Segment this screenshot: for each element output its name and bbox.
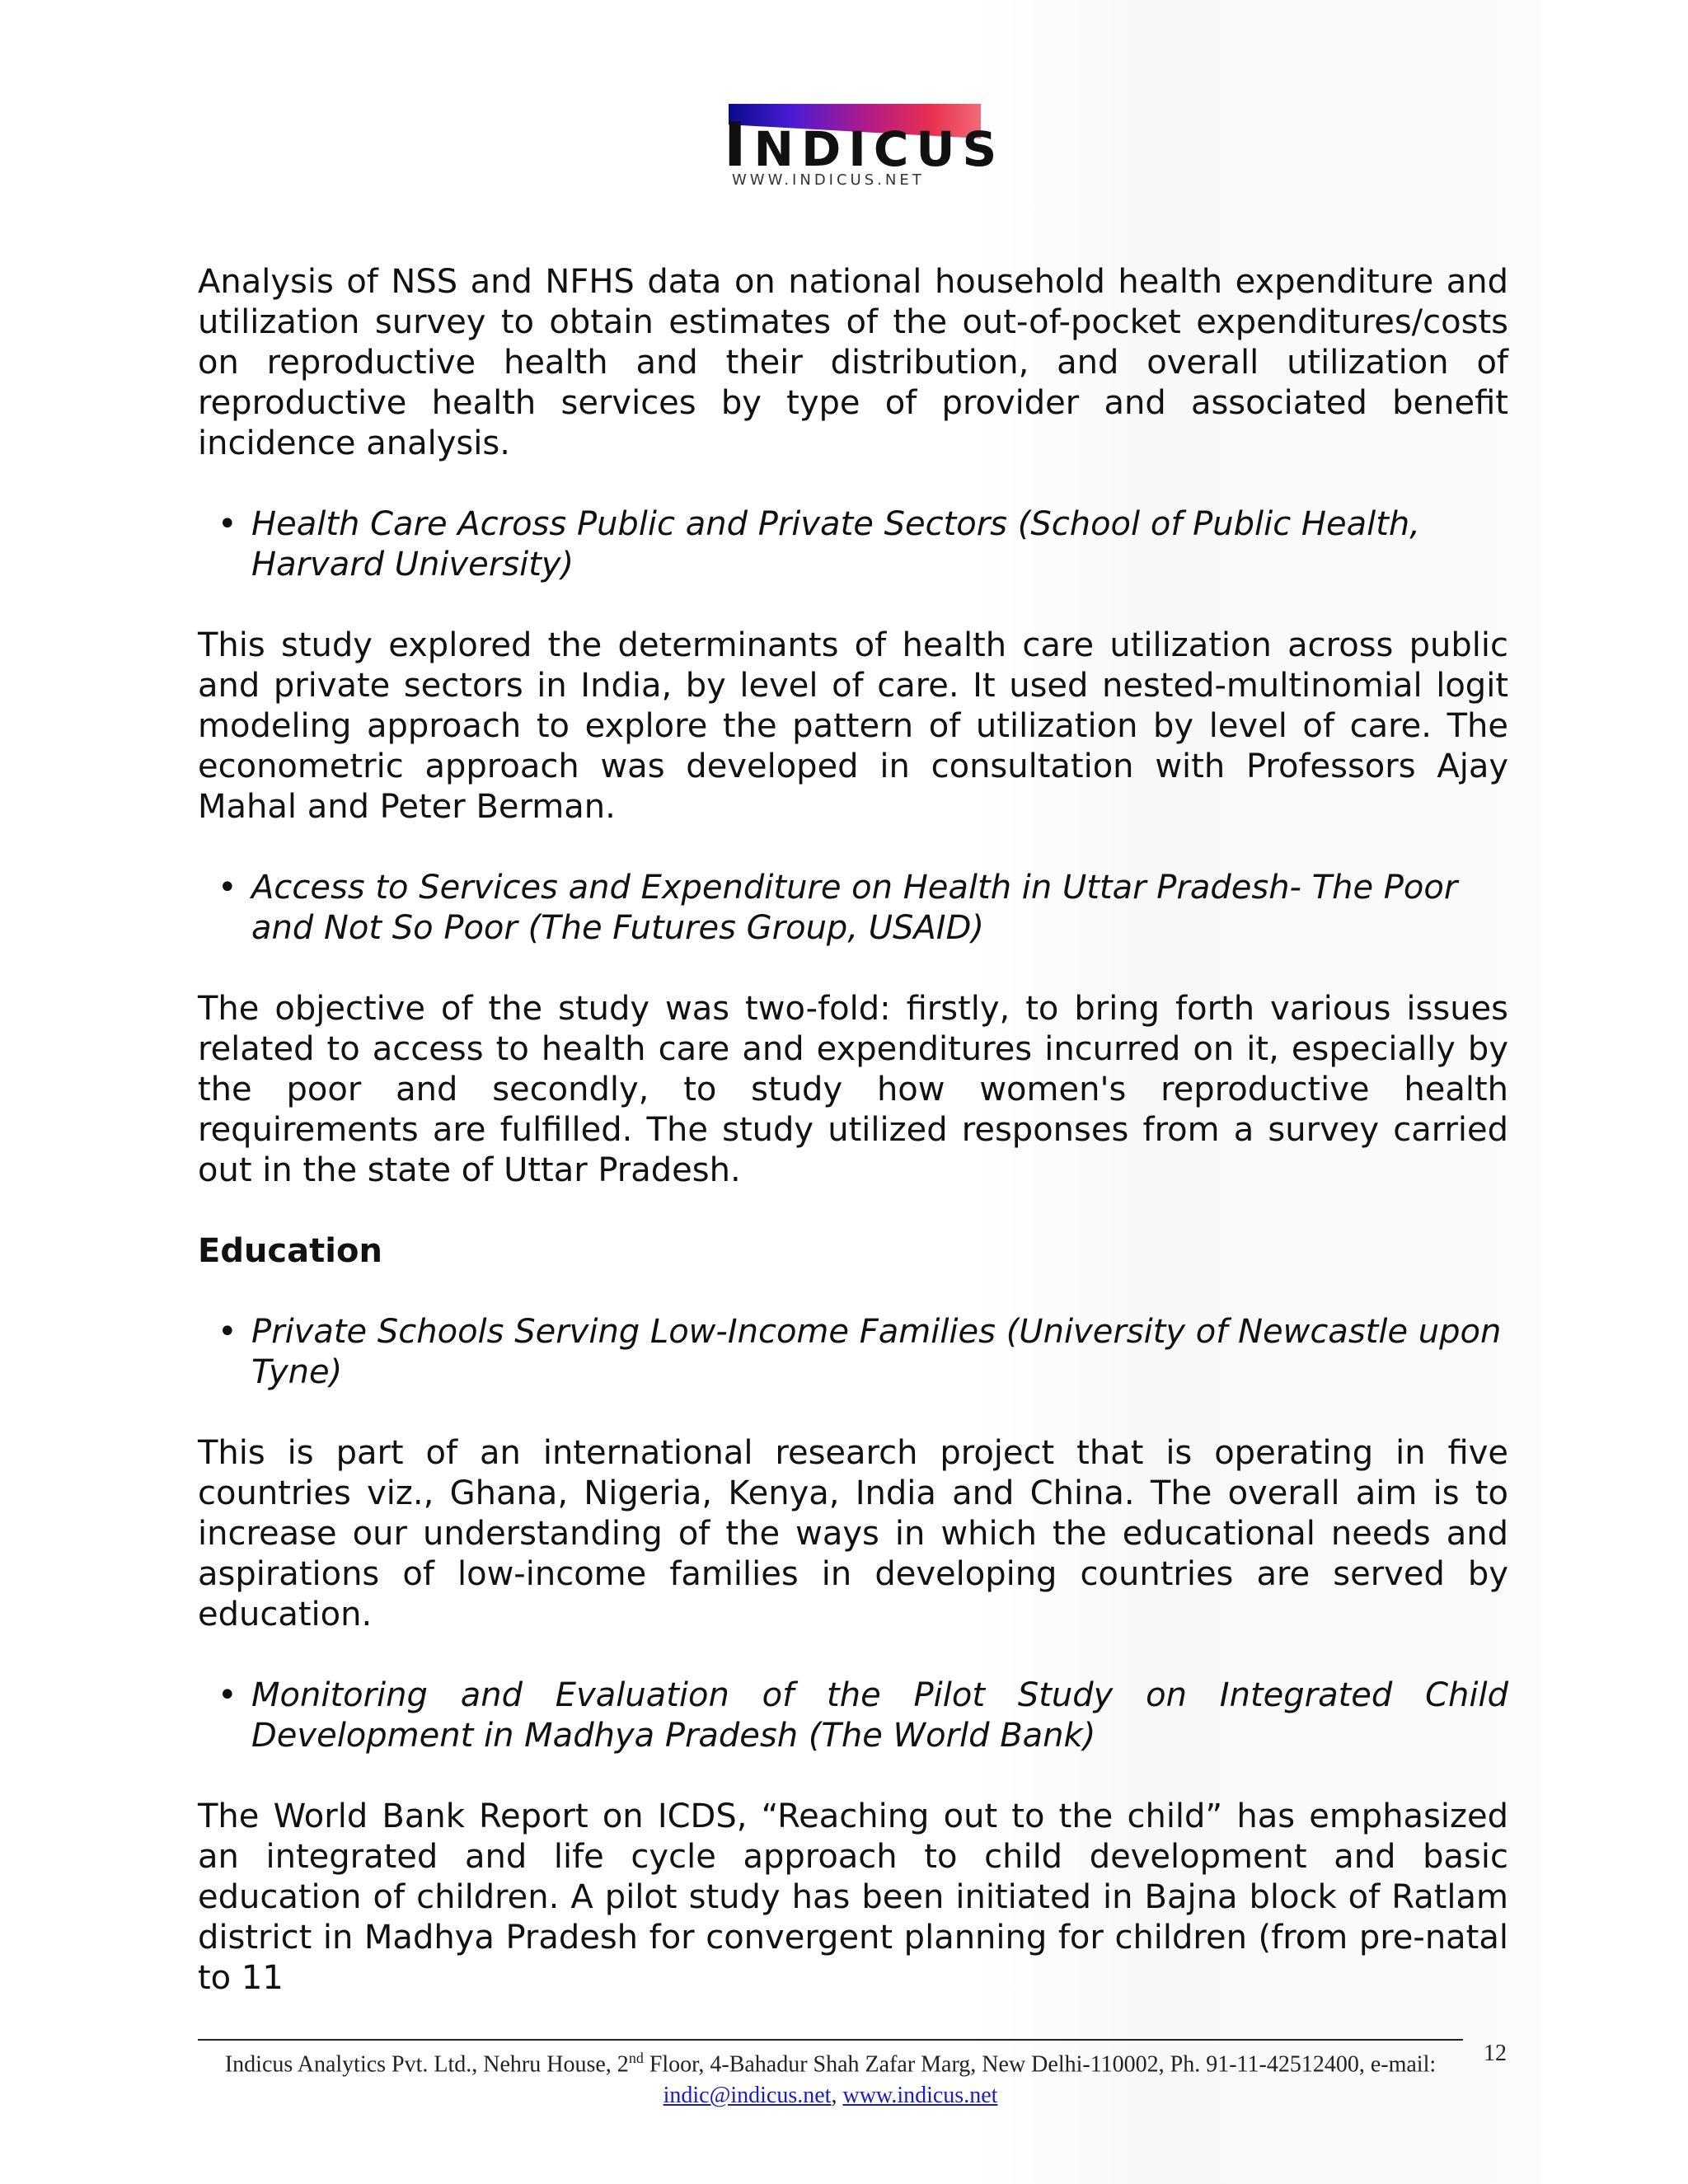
section-heading-education: Education [198, 1232, 382, 1270]
document-body [198, 262, 1508, 1999]
page-number: 12 [1484, 2041, 1507, 2066]
bullet-icon: • [218, 1313, 237, 1351]
bullet-item-health-care-sectors: • Health Care Across Public and Private Sectors (School of Public Health, Harvard University) [218, 505, 1420, 583]
footer-email-link[interactable]: indic@indicus.net [663, 2083, 832, 2109]
paragraph-determinants: This study explored the determinants of health care utilization across public and private sectors in India, by level of care. It used nested-multinomial logit modeling approach to explore the pattern of utilization by level of care. The econometric approach was developed in consultation with Professors Ajay Mahal and Peter Berman. [198, 626, 1508, 826]
bullet-item-uttar-pradesh: • Access to Services and Expenditure on Health in Uttar Pradesh- The Poor and Not So Poor (The Futures Group, USAID) [218, 869, 1458, 947]
indicus-logo [724, 104, 1005, 194]
bullet-item-private-schools: • Private Schools Serving Low-Income Families (University of Newcastle upon Tyne) [218, 1313, 1502, 1391]
footer-address: Indicus Analytics Pvt. Ltd., Nehru House, 2nd Floor, 4-Bahadur Shah Zafar Marg, New Delhi-110002, Ph. 91-11-42512400, e-mail: indic@indicus.net, www.indicus.net [224, 2050, 1437, 2109]
paragraph-international-project: This is part of an international research project that is operating in five countries viz., Ghana, Nigeria, Kenya, India and China. The overall aim is to increase our understanding of the ways in which the educational needs and aspirations of low-income families in developing countries are served by education. [198, 1434, 1508, 1633]
logo-url: WWW.INDICUS.NET [732, 171, 925, 189]
paragraph-nss-nfhs: Analysis of NSS and NFHS data on national household health expenditure and utilization survey to obtain estimates of the out-of-pocket expenditures/costs on reproductive health and their distribution, and overall utilization of reproductive health services by type of provider and associated benefit incidence analysis. [198, 263, 1508, 462]
bullet-icon: • [218, 505, 237, 543]
footer-divider [198, 2039, 1463, 2041]
bullet-item-monitoring-evaluation: • Monitoring and Evaluation of the Pilot Study on Integrated Child Development in Madhya Pradesh (The World Bank) [218, 1676, 1508, 1755]
logo-wordmark: INDICUS [724, 110, 1005, 180]
bullet-icon: • [218, 1676, 237, 1714]
paragraph-objective: The objective of the study was two-fold: firstly, to bring forth various issues related to access to health care and expenditures incurred on it, especially by the poor and secondly, to study how women's reproductive health requirements are fulfilled. The study utilized responses from a survey carried out in the state of Uttar Pradesh. [198, 990, 1508, 1189]
paragraph-world-bank-icds: The World Bank Report on ICDS, “Reaching out to the child” has emphasized an integrated and life cycle approach to child development and basic education of children. A pilot study has been initiated in Bajna block of Ratlam district in Madhya Pradesh for convergent planning for children (from pre-natal to 11 [198, 1797, 1508, 1997]
bullet-icon: • [218, 869, 237, 907]
footer-website-link[interactable]: www.indicus.net [842, 2083, 998, 2109]
